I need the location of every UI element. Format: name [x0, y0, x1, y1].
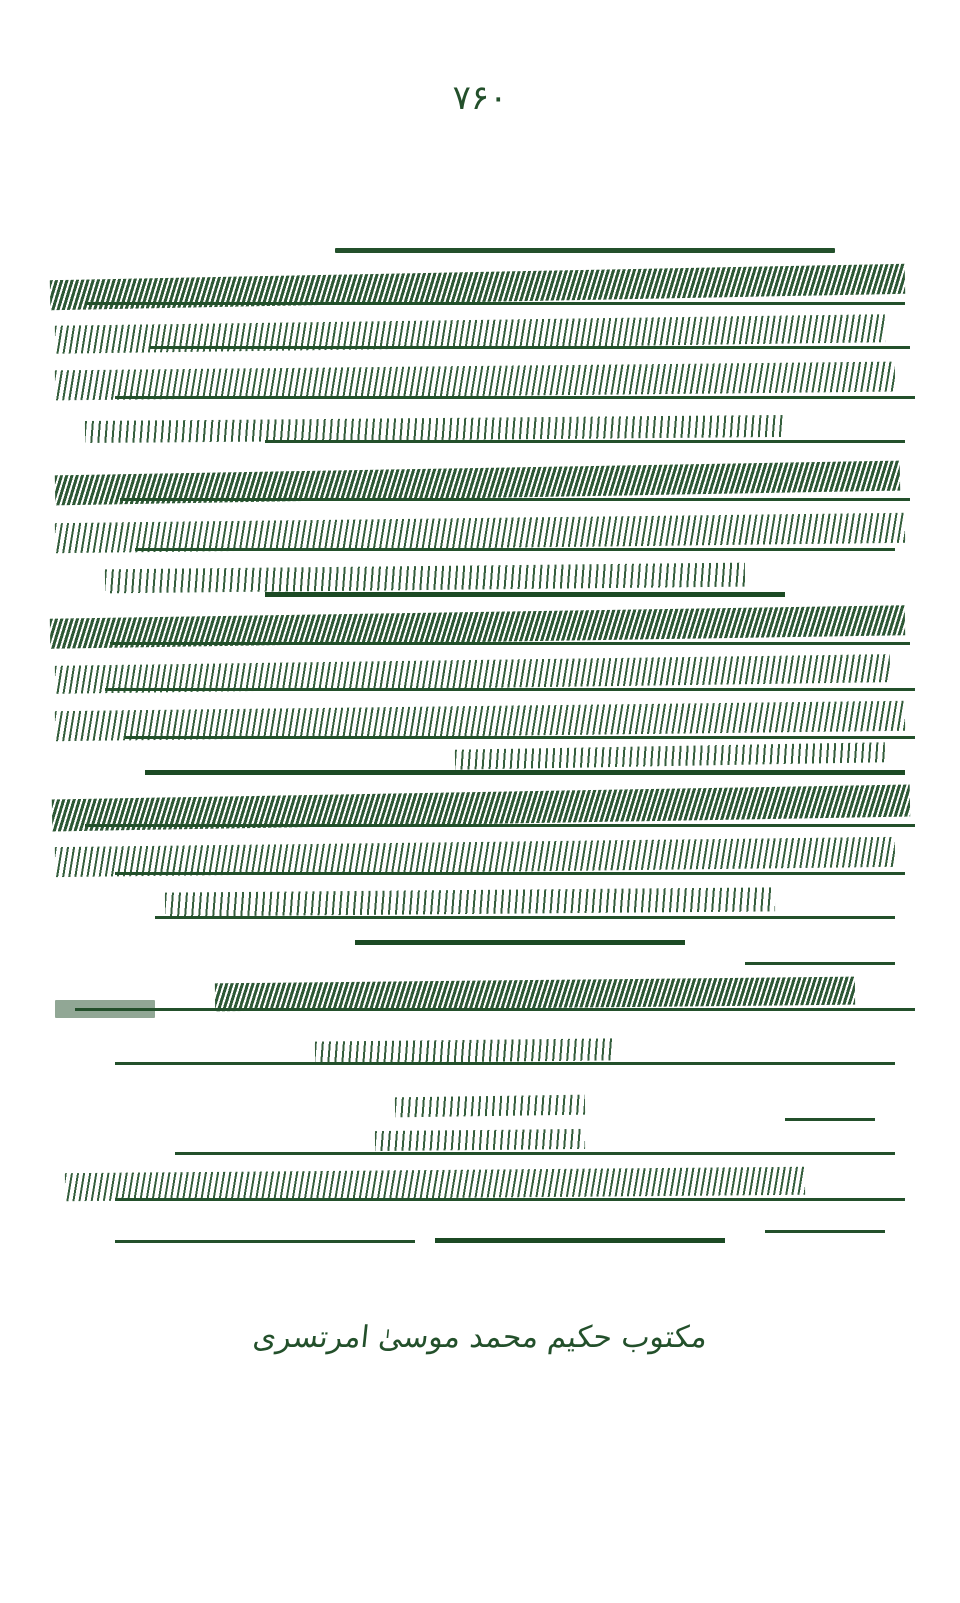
caption-text: مکتوب حکیم محمد موسیٰ امرتسری	[251, 1320, 709, 1355]
ink-underline	[435, 1238, 725, 1243]
ink-baseline	[85, 824, 915, 827]
ink-baseline	[175, 1152, 895, 1155]
ink-baseline	[150, 346, 910, 349]
ink-baseline	[75, 1008, 915, 1011]
caption	[0, 1320, 960, 1355]
manuscript-line	[105, 563, 745, 594]
ink-baseline	[765, 1230, 885, 1233]
ink-baseline	[115, 1062, 895, 1065]
manuscript-line	[85, 415, 785, 443]
ink-baseline	[135, 548, 895, 551]
ink-baseline	[115, 872, 905, 875]
ink-baseline	[125, 736, 915, 739]
ink-baseline	[155, 916, 895, 919]
ink-underline	[265, 592, 785, 597]
ink-baseline	[115, 1198, 905, 1201]
ink-baseline	[265, 440, 905, 443]
ink-baseline	[115, 396, 915, 399]
manuscript-line	[455, 742, 885, 770]
manuscript-line	[395, 1095, 585, 1118]
ink-rule	[335, 248, 835, 253]
manuscript-line	[375, 1129, 585, 1151]
page-number: ۷۶۰	[452, 78, 508, 118]
ink-underline	[145, 770, 905, 775]
ink-baseline	[115, 1240, 415, 1243]
manuscript-line	[315, 1038, 615, 1063]
ink-underline	[355, 940, 685, 945]
ink-smudge	[55, 1000, 155, 1018]
ink-baseline	[110, 642, 910, 645]
handwritten-manuscript	[50, 240, 915, 1280]
ink-baseline	[105, 688, 915, 691]
manuscript-line	[165, 887, 775, 916]
ink-baseline	[85, 302, 905, 305]
manuscript-line	[215, 977, 855, 1012]
manuscript-line	[65, 1167, 805, 1201]
ink-baseline	[745, 962, 895, 965]
ink-baseline	[785, 1118, 875, 1121]
manuscript-line	[55, 362, 895, 401]
ink-baseline	[120, 498, 910, 501]
